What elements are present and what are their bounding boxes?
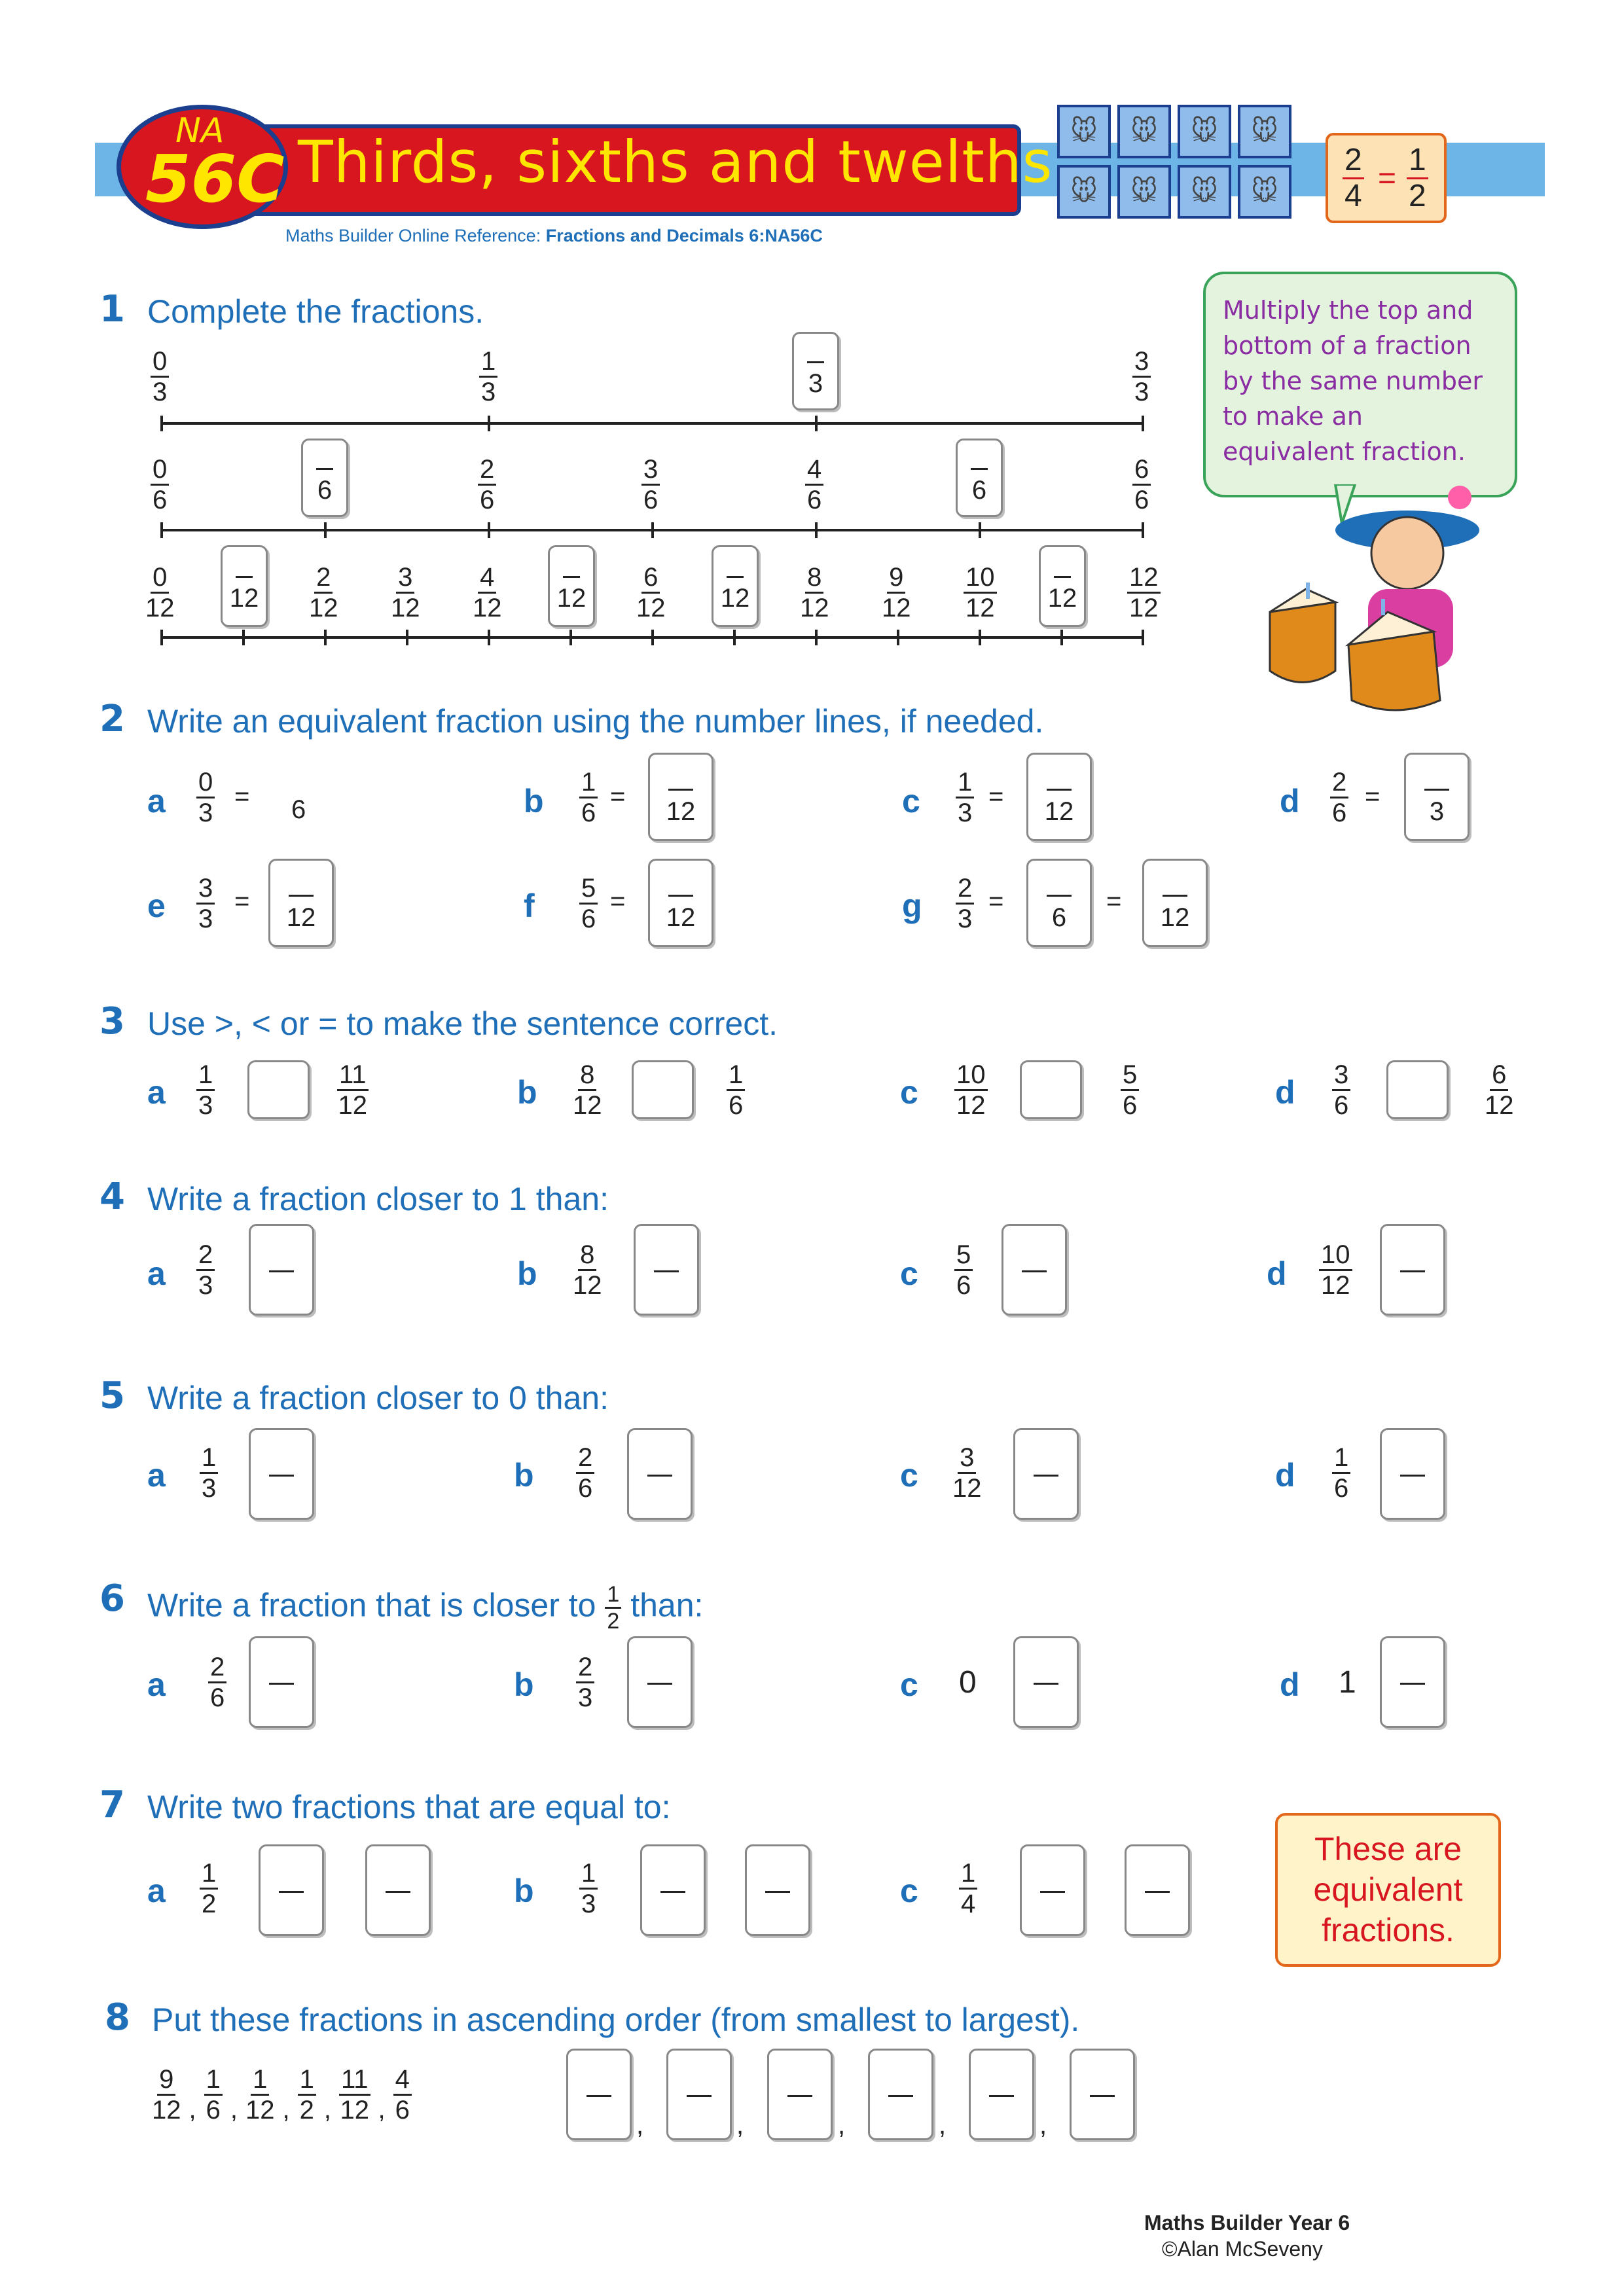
twelfths-answer-box-1[interactable]: 12 (221, 545, 268, 627)
question-4-text: Write a fraction closer to 1 than: (147, 1181, 609, 1217)
q8-fraction: $\frac{9}{12}$ (152, 2065, 181, 2125)
q3-b-left-fraction: $\frac{8}{12}$ (573, 1060, 602, 1120)
q2-g-answer-box-1[interactable]: 6 (1026, 859, 1092, 947)
q2-f-letter: f (524, 888, 535, 924)
question-2-number: 2 (99, 698, 125, 740)
page-title: Thirds, sixths and twelths (298, 128, 1053, 196)
q7-c-fraction: $\frac{1}{4}$ (959, 1859, 977, 1918)
q3-d-left-fraction: $\frac{3}{6}$ (1332, 1060, 1350, 1120)
question-5-number: 5 (99, 1374, 125, 1417)
q7-a-answer-box-1[interactable] (259, 1844, 324, 1936)
q3-b-comparison-box[interactable] (632, 1060, 694, 1119)
q8-answer-box-4[interactable] (868, 2049, 933, 2140)
q2-a-fraction: $\frac{0}{3}$ (196, 768, 215, 827)
q8-fraction: $\frac{1}{6}$ (204, 2065, 223, 2125)
q6-half-fraction: $\frac{1}{2}$ (605, 1582, 621, 1634)
q6-a-fraction: $\frac{2}{6}$ (208, 1653, 226, 1712)
mouse-icon: 🐭 (1117, 165, 1171, 219)
q2-b-fraction: $\frac{1}{6}$ (579, 768, 598, 827)
twelfths-label-2: $\frac{2}{12}$ (309, 563, 338, 622)
q3-c-right-fraction: $\frac{5}{6}$ (1121, 1060, 1139, 1120)
q4-b-answer-box[interactable] (634, 1224, 699, 1316)
q4-a-answer-box[interactable] (249, 1224, 314, 1316)
sixths-label-6: $\frac{6}{6}$ (1132, 455, 1151, 514)
twelfths-label-6: $\frac{6}{12}$ (636, 563, 666, 622)
question-1-number: 1 (99, 288, 125, 331)
twelfths-label-12: $\frac{12}{12}$ (1127, 563, 1161, 622)
equivalent-note: These are equivalent fractions. (1275, 1813, 1501, 1967)
sixths-answer-box-1[interactable]: 6 (301, 439, 348, 517)
q6-d-letter: d (1280, 1666, 1300, 1703)
number-line-thirds (160, 422, 1144, 425)
question-6-number: 6 (99, 1577, 125, 1620)
q7-a-answer-box-2[interactable] (365, 1844, 431, 1936)
twelfths-label-8: $\frac{8}{12}$ (800, 563, 829, 622)
q6-a-letter: a (147, 1666, 166, 1703)
q7-c-answer-box-2[interactable] (1125, 1844, 1190, 1936)
q2-f-answer-box[interactable]: 12 (648, 859, 713, 947)
twelfths-label-4: $\frac{4}{12}$ (473, 563, 502, 622)
q4-b-fraction: $\frac{8}{12}$ (573, 1240, 602, 1300)
q6-d-answer-box[interactable] (1380, 1636, 1445, 1728)
mouse-icon: 🐭 (1178, 165, 1231, 219)
q3-c-comparison-box[interactable] (1020, 1060, 1082, 1119)
question-4-number: 4 (99, 1175, 125, 1218)
q4-c-letter: c (900, 1255, 918, 1292)
twelfths-answer-box-5[interactable]: 12 (548, 545, 595, 627)
q3-b-letter: b (517, 1074, 537, 1111)
footer-copyright: ©Alan McSeveny (1162, 2237, 1323, 2261)
q5-c-letter: c (900, 1457, 918, 1494)
question-6-text: Write a fraction that is closer to $\frac{1}{2}$ than: (147, 1582, 704, 1634)
twelfths-answer-box-11[interactable]: 12 (1039, 545, 1086, 627)
q5-a-answer-box[interactable] (249, 1428, 314, 1520)
badge-prefix: NA (175, 111, 225, 151)
q4-a-letter: a (147, 1255, 166, 1292)
q7-c-letter: c (900, 1873, 918, 1909)
q2-a-letter: a (147, 783, 166, 819)
sixths-label-2: $\frac{2}{6}$ (478, 455, 496, 514)
sixths-label-3: $\frac{3}{6}$ (641, 455, 660, 514)
mouse-icon: 🐭 (1057, 165, 1111, 219)
q3-d-comparison-box[interactable] (1386, 1060, 1449, 1119)
footer-book: Maths Builder Year 6 (1144, 2211, 1350, 2234)
example-equals: = (1378, 161, 1397, 196)
mouse-icon: 🐭 (1238, 105, 1291, 158)
q4-d-fraction: $\frac{10}{12}$ (1319, 1240, 1352, 1300)
online-reference (285, 226, 823, 246)
q4-a-fraction: $\frac{2}{3}$ (196, 1240, 215, 1300)
q2-g-letter: g (902, 888, 922, 924)
q4-b-letter: b (517, 1255, 537, 1292)
q2-c-letter: c (902, 783, 920, 819)
mouse-icon: 🐭 (1178, 105, 1231, 158)
thirds-label-0: $\frac{0}{3}$ (151, 347, 169, 406)
mouse-icon: 🐭 (1238, 165, 1291, 219)
q8-fraction: $\frac{1}{2}$ (298, 2065, 316, 2125)
q5-b-fraction: $\frac{2}{6}$ (576, 1443, 594, 1503)
q3-d-letter: d (1275, 1074, 1295, 1111)
q2-c-fraction: $\frac{1}{3}$ (956, 768, 974, 827)
q6-c-value: 0 (959, 1665, 977, 1700)
question-7-text: Write two fractions that are equal to: (147, 1789, 671, 1825)
q5-c-answer-box[interactable] (1013, 1428, 1079, 1520)
q5-d-answer-box[interactable] (1380, 1428, 1445, 1520)
q4-c-answer-box[interactable] (1001, 1224, 1067, 1316)
twelfths-answer-box-7[interactable]: 12 (712, 545, 759, 627)
reference-value: Fractions and Decimals 6:NA56C (545, 226, 823, 245)
question-1-text: Complete the fractions. (147, 293, 484, 330)
q2-e-fraction: $\frac{3}{3}$ (196, 874, 215, 933)
q7-b-letter: b (514, 1873, 534, 1909)
q8-answer-box-6[interactable] (1070, 2049, 1135, 2140)
mouse-icon: 🐭 (1117, 105, 1171, 158)
q8-fraction: $\frac{11}{12}$ (340, 2065, 370, 2125)
q3-b-right-fraction: $\frac{1}{6}$ (727, 1060, 745, 1120)
q4-d-answer-box[interactable] (1380, 1224, 1445, 1316)
q5-b-answer-box[interactable] (627, 1428, 693, 1520)
q2-g-fraction: $\frac{2}{3}$ (956, 874, 974, 933)
tick (160, 416, 163, 431)
q4-c-fraction: $\frac{5}{6}$ (954, 1240, 973, 1300)
q2-d-letter: d (1280, 783, 1300, 819)
twelfths-label-3: $\frac{3}{12}$ (391, 563, 420, 622)
q7-b-answer-box-2[interactable] (745, 1844, 810, 1936)
character-with-cake-illustration (1244, 484, 1506, 720)
question-3-text: Use >, < or = to make the sentence correct. (147, 1005, 778, 1042)
reference-label: Maths Builder Online Reference: (285, 226, 546, 245)
q5-a-letter: a (147, 1457, 166, 1494)
q8-answer-box-5[interactable] (969, 2049, 1034, 2140)
q2-b-letter: b (524, 783, 544, 819)
q7-a-letter: a (147, 1873, 166, 1909)
twelfths-label-9: $\frac{9}{12}$ (882, 563, 911, 622)
q2-e-letter: e (147, 888, 166, 924)
question-3-number: 3 (99, 1000, 125, 1043)
q2-d-answer-box[interactable]: 3 (1404, 753, 1470, 841)
equivalence-example (1326, 133, 1447, 223)
q7-c-answer-box-1[interactable] (1020, 1844, 1085, 1936)
q8-answer-box-2[interactable] (666, 2049, 732, 2140)
q6-b-letter: b (514, 1666, 534, 1703)
hint-text: Multiply the top and bottom of a fraction by the same number to make an equivalent fraction. (1223, 296, 1483, 466)
tick (815, 416, 818, 431)
q2-b-answer-box[interactable]: 12 (648, 753, 713, 841)
sixths-label-4: $\frac{4}{6}$ (805, 455, 823, 514)
q6-b-answer-box[interactable] (627, 1636, 693, 1728)
thirds-answer-box[interactable]: 3 (792, 332, 839, 410)
q3-a-right-fraction: $\frac{11}{12}$ (338, 1060, 368, 1120)
q3-a-left-fraction: $\frac{1}{3}$ (196, 1060, 215, 1120)
example-fraction-a: $\frac{2}{4}$ (1343, 143, 1364, 213)
q2-e-answer-box[interactable]: 12 (268, 859, 334, 947)
mouse-icon: 🐭 (1057, 105, 1111, 158)
q3-c-left-fraction: $\frac{10}{12}$ (954, 1060, 988, 1120)
q6-c-letter: c (900, 1666, 918, 1703)
q8-fraction: $\frac{1}{12}$ (245, 2065, 275, 2125)
q4-d-letter: d (1267, 1255, 1287, 1292)
question-5-text: Write a fraction closer to 0 than: (147, 1380, 609, 1416)
q6-d-value: 1 (1339, 1665, 1356, 1700)
question-2-text: Write an equivalent fraction using the number lines, if needed. (147, 703, 1044, 740)
question-7-number: 7 (99, 1784, 125, 1826)
q2-d-fraction: $\frac{2}{6}$ (1330, 768, 1348, 827)
q2-g-answer-box-2[interactable]: 12 (1142, 859, 1208, 947)
q5-c-fraction: $\frac{3}{12}$ (952, 1443, 982, 1503)
badge-code: 56C (145, 141, 285, 217)
question-8-text: Put these fractions in ascending order (from smallest to largest). (152, 2001, 1080, 2038)
q3-a-comparison-box[interactable] (247, 1060, 310, 1119)
example-fraction-b: $\frac{1}{2}$ (1407, 143, 1428, 213)
q5-b-letter: b (514, 1457, 534, 1494)
q7-b-answer-box-1[interactable] (640, 1844, 706, 1936)
twelfths-label-10: $\frac{10}{12}$ (964, 563, 997, 622)
q7-a-fraction: $\frac{1}{2}$ (200, 1859, 218, 1918)
q5-a-fraction: $\frac{1}{3}$ (200, 1443, 218, 1503)
question-8-number: 8 (105, 1996, 130, 2039)
q3-a-letter: a (147, 1074, 166, 1111)
q6-a-answer-box[interactable] (249, 1636, 314, 1728)
q2-c-answer-box[interactable]: 12 (1026, 753, 1092, 841)
q5-d-fraction: $\frac{1}{6}$ (1332, 1443, 1350, 1503)
q8-answer-box-1[interactable] (566, 2049, 632, 2140)
tick (488, 416, 490, 431)
hint-bubble (1203, 272, 1517, 497)
tick (1142, 416, 1144, 431)
q8-fraction-list: $\frac{9}{12}$ , $\frac{1}{6}$ , $\frac{1}{12}$ , $\frac{1}{2}$ , $\frac{11}{12}$ , $\frac{4}{6}$ (152, 2065, 412, 2125)
mouse-tiles (1057, 105, 1293, 226)
q6-c-answer-box[interactable] (1013, 1636, 1079, 1728)
q7-b-fraction: $\frac{1}{3}$ (579, 1859, 598, 1918)
q5-d-letter: d (1275, 1457, 1295, 1494)
thirds-label-1: $\frac{1}{3}$ (479, 347, 497, 406)
q3-c-letter: c (900, 1074, 918, 1111)
thirds-label-3: $\frac{3}{3}$ (1132, 347, 1151, 406)
q2-f-fraction: $\frac{5}{6}$ (579, 874, 598, 933)
q8-fraction: $\frac{4}{6}$ (393, 2065, 412, 2125)
sixths-label-0: $\frac{0}{6}$ (151, 455, 169, 514)
q8-answer-box-3[interactable] (767, 2049, 833, 2140)
sixths-answer-box-5[interactable]: 6 (956, 439, 1003, 517)
twelfths-label-0: $\frac{0}{12}$ (145, 563, 175, 622)
q2-a-answer-denominator: 6 (291, 795, 306, 824)
q6-b-fraction: $\frac{2}{3}$ (576, 1653, 594, 1712)
q3-d-right-fraction: $\frac{6}{12}$ (1485, 1060, 1514, 1120)
